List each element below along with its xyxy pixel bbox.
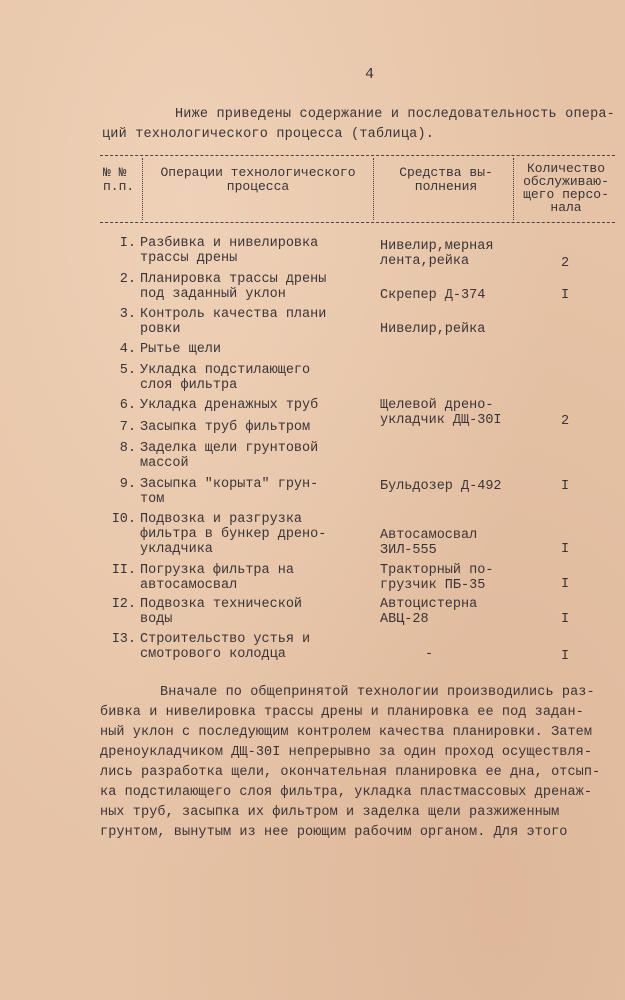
row-operation [140,597,370,627]
body-paragraph [100,683,620,843]
intro-line: ций технологического процесса (таблица). [102,127,435,142]
row-number: 5. [119,363,136,378]
row-operation [140,307,370,337]
cell-line: том [140,492,165,507]
header-operation [148,166,368,194]
cell-line: Погрузка фильтра на [140,563,294,578]
row-means [380,563,530,593]
cell-line: ЗИЛ-555 [380,543,437,558]
row-number: I3. [111,632,136,647]
row-number: 2. [119,272,136,287]
cell-line: АВЦ-28 [380,612,429,627]
cell-line: лента,рейка [380,254,470,269]
row-operation [140,398,370,413]
row-number: 6. [119,398,136,413]
cell-line: - [425,647,434,662]
cell-line: Разбивка и нивелировка [140,236,319,251]
row-number: 9. [119,477,136,492]
body-line: грунтом, вынутым из нее роющим рабочим органом. Для этого [100,825,568,840]
row-number: II. [111,563,136,578]
cell-line: Укладка дренажных труб [140,398,319,413]
cell-line: фильтра в бункер дрено- [140,527,327,542]
row-means [380,479,530,494]
column-divider [373,158,374,220]
header-number [103,166,143,194]
header-line: обслуживаю- [523,174,609,189]
row-means [380,239,530,269]
header-line: процесса [226,179,290,194]
cell-line: трассы дрены [140,251,238,266]
row-quantity: I [560,288,570,303]
cell-line: Нивелир,рейка [380,322,486,337]
header-line: нала [550,200,582,215]
cell-line: Автоцистерна [380,597,478,612]
cell-line: воды [140,612,173,627]
row-number: I0. [111,512,136,527]
cell-line: Заделка щели грунтовой [140,441,319,456]
cell-line: массой [140,456,189,471]
row-means [380,647,575,662]
row-operation [140,236,370,266]
header-line: № № [103,165,127,180]
cell-line: Автосамосвал [380,528,478,543]
body-line: дреноукладчиком ДЩ-30I непрерывно за один проход осуществля- [100,745,593,760]
cell-line: Подвозка технической [140,597,303,612]
row-quantity: 2 [560,414,570,429]
body-line: лись разработка щели, окончательная планировка ее дна, отсып- [100,765,601,780]
intro-paragraph [102,105,620,145]
row-operation [140,441,370,471]
cell-line: смотрового колодца [140,647,286,662]
body-line: ных труб, засыпка их фильтром и заделка щели разжиженным [100,805,560,820]
row-means [380,597,530,627]
row-operation [140,420,370,435]
row-quantity: I [560,649,570,664]
cell-line: Бульдозер Д-492 [380,479,502,494]
header-line: полнения [414,179,478,194]
row-number: 8. [119,441,136,456]
body-line: бивка и нивелировка трассы дрены и планировка ее под задан- [100,705,584,720]
header-line: п.п. [103,179,135,194]
row-operation [140,632,370,662]
header-line: щего персо- [523,187,609,202]
cell-line: Засыпка "корыта" грун- [140,477,319,492]
row-quantity: I [560,542,570,557]
row-operation [140,512,370,557]
cell-line: под заданный уклон [140,287,286,302]
row-means [380,528,530,558]
row-quantity: 2 [560,256,570,271]
cell-line: Рытье щели [140,342,222,357]
row-operation [140,563,370,593]
cell-line: Строительство устья и [140,632,311,647]
row-operation [140,477,370,507]
table-top-rule [100,155,615,156]
row-means [380,288,530,303]
cell-line: Засыпка труб фильтром [140,420,311,435]
cell-line: Щелевой дрено- [380,398,494,413]
row-number: 7. [119,420,136,435]
page-number: 4 [365,66,375,83]
cell-line: автосамосвал [140,578,238,593]
row-means [380,398,530,428]
cell-line: слоя фильтра [140,378,238,393]
body-line: Вначале по общепринятой технологии производились раз- [160,685,595,700]
intro-line: Ниже приведены содержание и последовательность опера- [175,107,615,122]
row-operation [140,363,370,393]
header-line: Средства вы- [399,165,493,180]
cell-line: Тракторный по- [380,563,494,578]
row-number: 3. [119,307,136,322]
row-means [380,322,530,337]
cell-line: Планировка трассы дрены [140,272,327,287]
header-line: Операции технологического [160,165,356,180]
row-number: I. [119,236,136,251]
row-quantity: I [560,577,570,592]
header-quantity [516,162,616,214]
row-operation [140,272,370,302]
row-number: 4. [119,342,136,357]
cell-line: Подвозка и разгрузка [140,512,303,527]
cell-line: грузчик ПБ-35 [380,578,486,593]
cell-line: Скрепер Д-374 [380,288,486,303]
row-quantity: I [560,479,570,494]
body-line: ка подстилающего слоя фильтра, укладка пластмассовых дренаж- [100,785,593,800]
cell-line: Нивелир,мерная [380,239,494,254]
cell-line: Контроль качества плани [140,307,327,322]
header-means [378,166,514,194]
row-operation [140,342,370,357]
body-line: ный уклон с последующим контролем качества планировки. Затем [100,725,593,740]
cell-line: укладчика [140,542,213,557]
cell-line: ровки [140,322,181,337]
table-header-rule [100,222,615,223]
cell-line: укладчик ДЩ-30I [380,413,502,428]
row-number: I2. [111,597,136,612]
row-quantity: I [560,612,570,627]
cell-line: Укладка подстилающего [140,363,311,378]
header-line: Количество [526,161,605,176]
